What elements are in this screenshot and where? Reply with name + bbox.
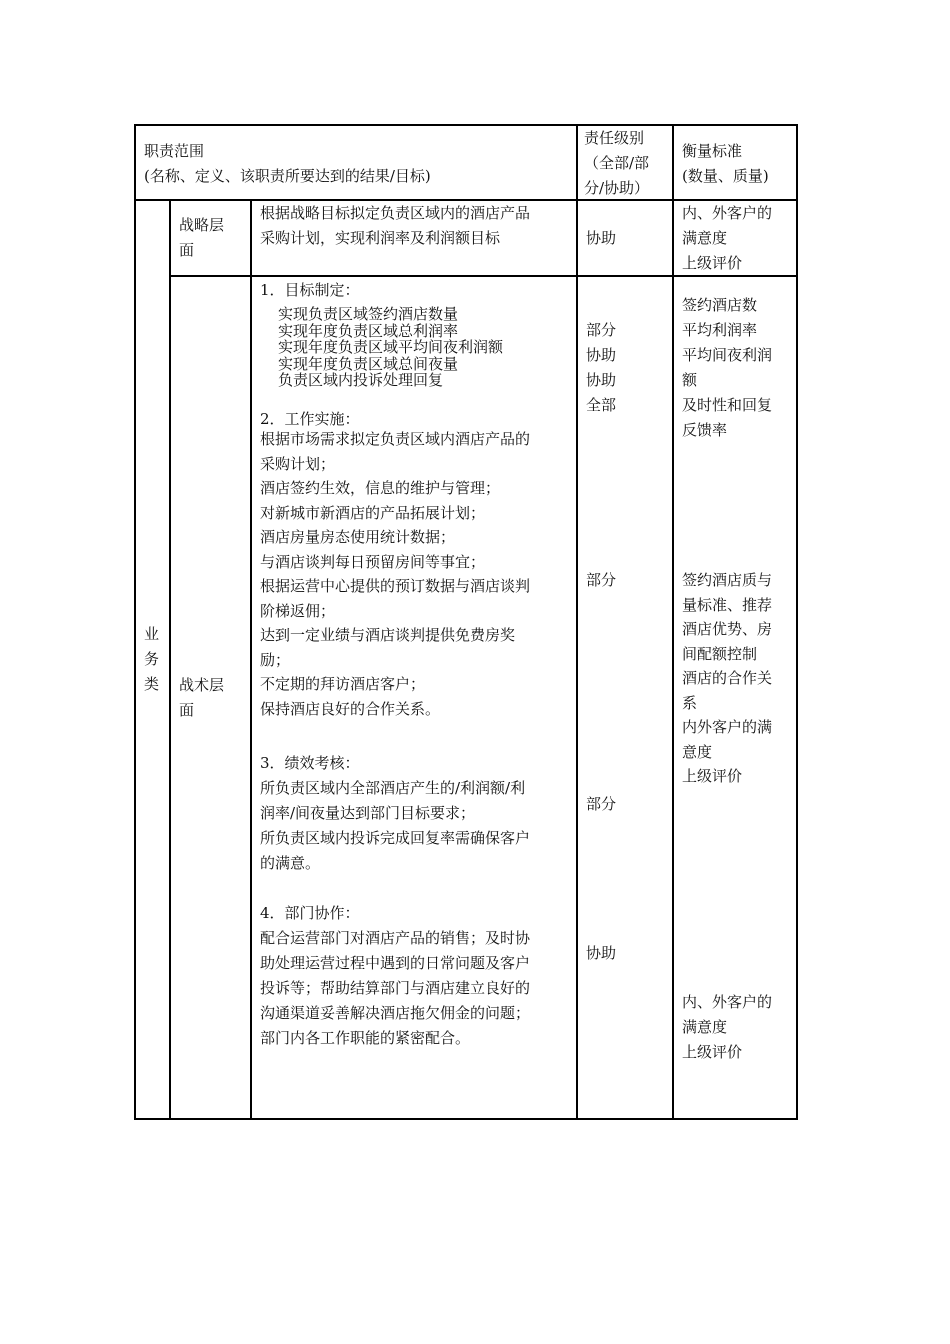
list-item: 不定期的拜访酒店客户； (260, 675, 426, 693)
tactical-standard-1: 签约酒店数 平均利润率 平均间夜利润 额 及时性和回复 反馈率 (682, 296, 773, 439)
list-item: 实现年度负责区域总利润率 (278, 321, 459, 340)
table-border-bottom (134, 1118, 798, 1120)
strategic-layer-label: 战略层 面 (179, 216, 225, 259)
list-item: 保持酒店良好的合作关系。 (260, 699, 441, 718)
tactical-standard-4: 内、外客户的 满意度 上级评价 (682, 993, 773, 1061)
tactical-layer-label: 战术层 面 (179, 676, 225, 719)
category-label: 业 务 类 (144, 625, 160, 693)
list-item: 对新城市新酒店的产品拓展计划； (260, 503, 486, 522)
section-title: 2．工作实施： (260, 410, 360, 428)
section-4-items (260, 926, 530, 1051)
column-divider (169, 199, 171, 1120)
header-standard (682, 139, 769, 189)
tactical-level-3: 部分 (586, 795, 617, 813)
list-item: 与酒店谈判每日预留房间等事宜； (260, 552, 486, 571)
section-2-items (260, 427, 530, 721)
list-item: 所负责区域内投诉完成回复率需确保客户 (260, 829, 531, 847)
list-item: 根据运营中心提供的预订数据与酒店谈判 (260, 577, 531, 595)
list-item: 配合运营部门对酒店产品的销售；及时协 (260, 929, 531, 947)
list-item: 投诉等；帮助结算部门与酒店建立良好的 (260, 979, 531, 997)
list-item: 实现负责区域签约酒店数量 (278, 305, 459, 323)
header-standard-line: (数量、质量) (682, 167, 769, 185)
section-3-items (260, 776, 530, 876)
list-item: 的满意。 (260, 854, 321, 872)
list-item: 阶梯返佣； (260, 601, 336, 620)
strategic-standard: 内、外客户的 满意度 上级评价 (682, 204, 773, 272)
list-item: 励； (260, 650, 291, 669)
column-divider (576, 124, 578, 1120)
list-item: 所负责区域内全部酒店产生的/利润额/利 (260, 779, 526, 797)
tactical-levels-1: 部分 协助 协助 全部 (586, 321, 617, 414)
list-item: 采购计划； (260, 454, 336, 473)
section-title: 3．绩效考核： (260, 754, 360, 772)
header-level-line: 责任级别 (584, 129, 645, 147)
responsibility-table (134, 124, 798, 1120)
tactical-standard-2: 签约酒店质与 量标准、推荐 酒店优势、房 间配额控制 酒店的合作关 系 内外客户的满 意度 上级评价 (682, 571, 773, 785)
section-1-items (278, 306, 503, 389)
section-title: 4．部门协作： (260, 904, 360, 922)
section-title: 1．目标制定： (260, 281, 360, 299)
header-level (584, 126, 649, 201)
tactical-level-2: 部分 (586, 571, 617, 589)
list-item: 沟通渠道妥善解决酒店拖欠佣金的问题； (260, 1004, 531, 1022)
strategic-content: 根据战略目标拟定负责区域内的酒店产品 采购计划，实现利润率及利润额目标 (260, 204, 531, 247)
table-border-right (796, 124, 798, 1120)
list-item: 酒店房量房态使用统计数据； (260, 528, 456, 546)
list-item: 根据市场需求拟定负责区域内酒店产品的 (260, 430, 531, 448)
list-item: 达到一定业绩与酒店谈判提供免费房奖 (260, 626, 516, 644)
strategic-level: 协助 (586, 229, 617, 247)
table-border-top (134, 124, 798, 126)
header-standard-line: 衡量标准 (682, 142, 743, 160)
header-level-line: （全部/部 (584, 154, 650, 172)
header-scope-title: 职责范围 (144, 142, 205, 160)
header-scope (144, 139, 431, 189)
list-item: 助处理运营过程中遇到的日常问题及客户 (260, 954, 531, 972)
column-divider (672, 124, 674, 1120)
list-item: 实现年度负责区域平均间夜利润额 (278, 338, 504, 356)
header-level-line: 分/协助） (584, 179, 650, 197)
list-item: 润率/间夜量达到部门目标要求； (260, 804, 476, 822)
table-border-left (134, 124, 136, 1120)
list-item: 实现年度负责区域总间夜量 (278, 354, 459, 373)
header-scope-subtitle: (名称、定义、该职责所要达到的结果/目标) (144, 167, 431, 185)
list-item: 酒店签约生效，信息的维护与管理； (260, 479, 501, 497)
column-divider (250, 199, 252, 1120)
list-item: 部门内各工作职能的紧密配合。 (260, 1029, 471, 1047)
tactical-level-4: 协助 (586, 944, 617, 962)
list-item: 负责区域内投诉处理回复 (278, 371, 444, 389)
